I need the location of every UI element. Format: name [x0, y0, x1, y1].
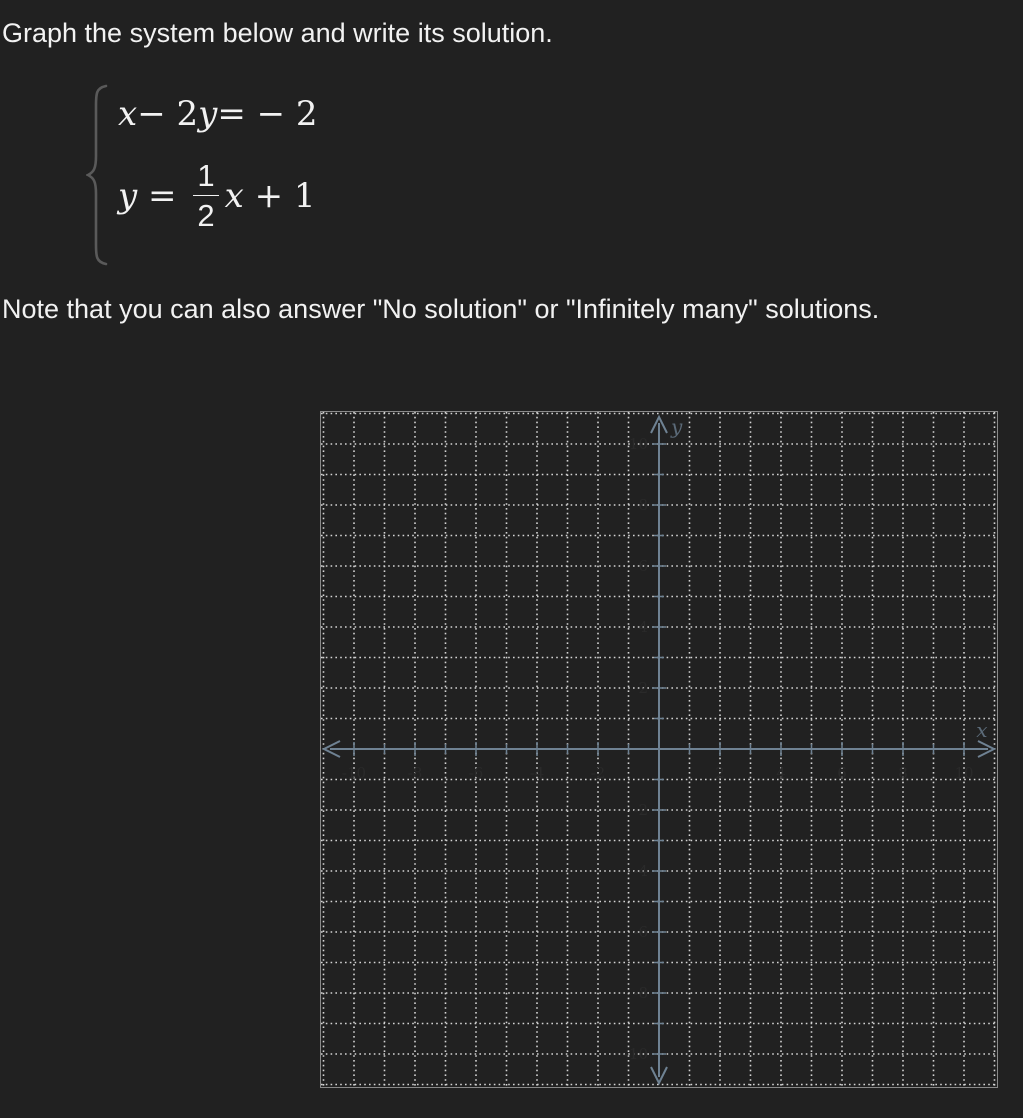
x-tick-label: 6: [837, 764, 847, 782]
fraction-denominator: 2: [197, 198, 215, 233]
eq1-rhs: = − 2: [217, 94, 318, 134]
coordinate-grid[interactable]: [320, 411, 998, 1088]
eq2-y: y: [118, 175, 138, 216]
x-axis-label: x: [976, 718, 988, 742]
y-tick-label: 6: [638, 557, 648, 575]
x-tick-label: -2: [590, 764, 606, 782]
fraction-numerator: 1: [193, 160, 218, 196]
equation-1: [118, 94, 318, 134]
y-tick-label: 4: [638, 618, 648, 636]
y-tick-label: 8: [638, 496, 648, 514]
y-tick-label: -10: [623, 1045, 648, 1063]
eq1-op: − 2: [137, 94, 199, 134]
eq1-x: x: [118, 94, 138, 134]
x-tick-label: 4: [776, 764, 786, 782]
x-tick-label: -6: [468, 764, 484, 782]
y-tick-label: -4: [633, 862, 648, 880]
y-tick-label: 10: [628, 435, 648, 453]
equation-system: [86, 84, 326, 266]
x-tick-label: -10: [341, 764, 367, 782]
x-tick-label: 8: [898, 764, 908, 782]
x-tick-label: -8: [407, 764, 423, 782]
eq2-x: x: [224, 175, 244, 216]
note-text: Note that you can also answer "No solution" or "Infinitely many" solutions.: [2, 294, 880, 324]
x-tick-label: -4: [529, 764, 545, 782]
prompt-text: Graph the system below and write its solution.: [2, 18, 553, 48]
x-tick-label: 2: [715, 764, 725, 782]
y-tick-label: -8: [633, 984, 648, 1002]
y-tick-label: -2: [633, 801, 648, 819]
left-brace-icon: [86, 84, 110, 266]
eq2-fraction: [193, 160, 218, 231]
eq1-y: y: [198, 94, 218, 134]
x-tick-label: 10: [954, 764, 974, 782]
eq2-rest: + 1: [243, 175, 316, 216]
y-axis-label: y: [671, 414, 683, 439]
y-tick-label: 2: [638, 679, 648, 697]
graphing-canvas[interactable]: [320, 411, 998, 1088]
equation-2: [118, 160, 316, 231]
y-tick-label: -6: [633, 923, 648, 941]
axes: [324, 417, 994, 1083]
eq2-equals: =: [137, 175, 188, 216]
